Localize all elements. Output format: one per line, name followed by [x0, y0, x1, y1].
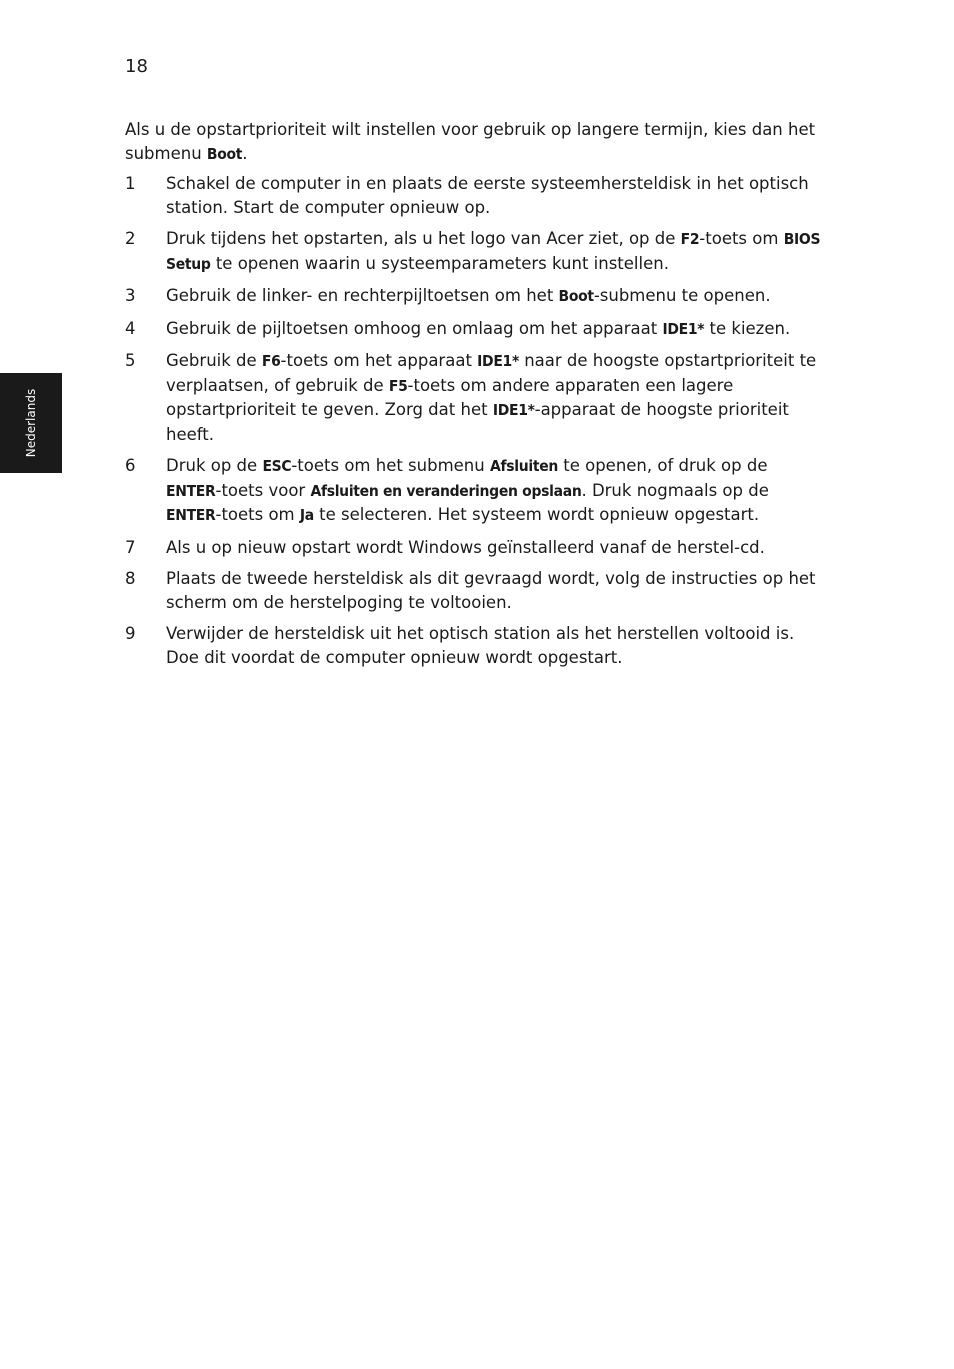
text-run: Druk tijdens het opstarten, als u het logo van Acer ziet, op de [166, 229, 681, 248]
step-number: 3 [125, 286, 136, 305]
list-item [125, 536, 825, 560]
text-run: -toets om andere apparaten een lagere opstartprioriteit te geven. Zorg dat het [166, 375, 734, 419]
step-text [166, 284, 825, 309]
list-item [125, 567, 825, 614]
text-run: -submenu te openen. [593, 286, 771, 305]
step-text [166, 622, 825, 669]
keyword-boot: Boot [206, 144, 243, 163]
text-run: te selecteren. Het systeem wordt opnieuw opgestart. [313, 505, 760, 524]
language-side-tab [0, 373, 62, 473]
text-run: Druk op de [166, 456, 263, 475]
keyword: IDE1* [492, 401, 535, 419]
list-item [125, 349, 825, 446]
text-run: -toets om het submenu [291, 456, 490, 475]
step-text [166, 536, 825, 560]
text-run: Schakel de computer in en plaats de eerste systeemhersteldisk in het optisch station. Start de computer opnieuw op. [166, 174, 809, 217]
keyword: IDE1* [662, 319, 705, 338]
step-number: 6 [125, 456, 136, 475]
keyword: ENTER [166, 481, 216, 500]
text-run: Verwijder de hersteldisk uit het optisch station als het herstellen voltooid is. Doe dit voordat de computer opnieuw wordt opgestart. [166, 624, 795, 667]
keyword: Ja [299, 506, 314, 524]
keyword: F2 [680, 230, 700, 248]
text-run: -apparaat de hoogste prioriteit heeft. [166, 400, 789, 444]
keyword: BIOS Setup [166, 230, 821, 273]
text-run: Gebruik de [166, 351, 262, 370]
step-number: 9 [125, 624, 136, 643]
text-run: te openen waarin u systeemparameters kunt instellen. [210, 253, 669, 273]
keyword: IDE1* [477, 352, 519, 370]
step-number: 4 [125, 318, 136, 338]
intro-paragraph [125, 118, 825, 166]
step-number: 2 [125, 229, 136, 248]
text-run: -toets om [699, 229, 784, 248]
list-item [125, 622, 825, 669]
step-text [166, 454, 825, 528]
step-text [166, 317, 825, 342]
list-item [125, 454, 825, 528]
text-run: . Druk nogmaals op de [581, 480, 769, 500]
keyword: Boot [558, 287, 594, 305]
list-item [125, 284, 825, 309]
text-run: te kiezen. [704, 318, 791, 338]
list-item [125, 317, 825, 342]
list-item [125, 172, 825, 219]
keyword: F6 [261, 352, 281, 370]
keyword: ENTER [166, 506, 216, 524]
step-number: 8 [125, 569, 136, 588]
text-run: Als u op nieuw opstart wordt Windows geïnstalleerd vanaf de herstel-cd. [166, 537, 765, 557]
text-run: naar de hoogste opstartprioriteit te verplaatsen, of gebruik de [166, 351, 817, 395]
text-run: -toets om [215, 505, 300, 524]
step-number: 1 [125, 174, 136, 193]
keyword: ESC [262, 457, 292, 475]
step-text [166, 567, 825, 614]
text-run: te openen, of druk op de [557, 456, 768, 475]
step-number: 7 [125, 537, 136, 557]
intro-text: . [242, 143, 248, 163]
step-text [166, 172, 825, 219]
text-run: Gebruik de pijltoetsen omhoog en omlaag om het apparaat [166, 318, 663, 338]
keyword: Afsluiten en veranderingen opslaan [310, 481, 582, 500]
text-run: Gebruik de linker- en rechterpijltoetsen om het [166, 286, 559, 305]
steps-list [125, 172, 825, 677]
intro-text: Als u de opstartprioriteit wilt instellen voor gebruik op langere termijn, kies dan het submenu [125, 120, 816, 163]
text-run: Plaats de tweede hersteldisk als dit gevraagd wordt, volg de instructies op het scherm om de herstelpoging te voltooien. [166, 569, 816, 612]
text-run: -toets om het apparaat [280, 351, 478, 370]
step-number: 5 [125, 351, 136, 370]
page-number: 18 [125, 56, 148, 77]
step-text [166, 227, 825, 276]
text-run: -toets voor [215, 480, 311, 500]
list-item [125, 227, 825, 276]
step-text [166, 349, 825, 446]
keyword: F5 [388, 376, 408, 395]
side-tab-label: Nederlands [24, 388, 38, 458]
keyword: Afsluiten [489, 457, 558, 475]
